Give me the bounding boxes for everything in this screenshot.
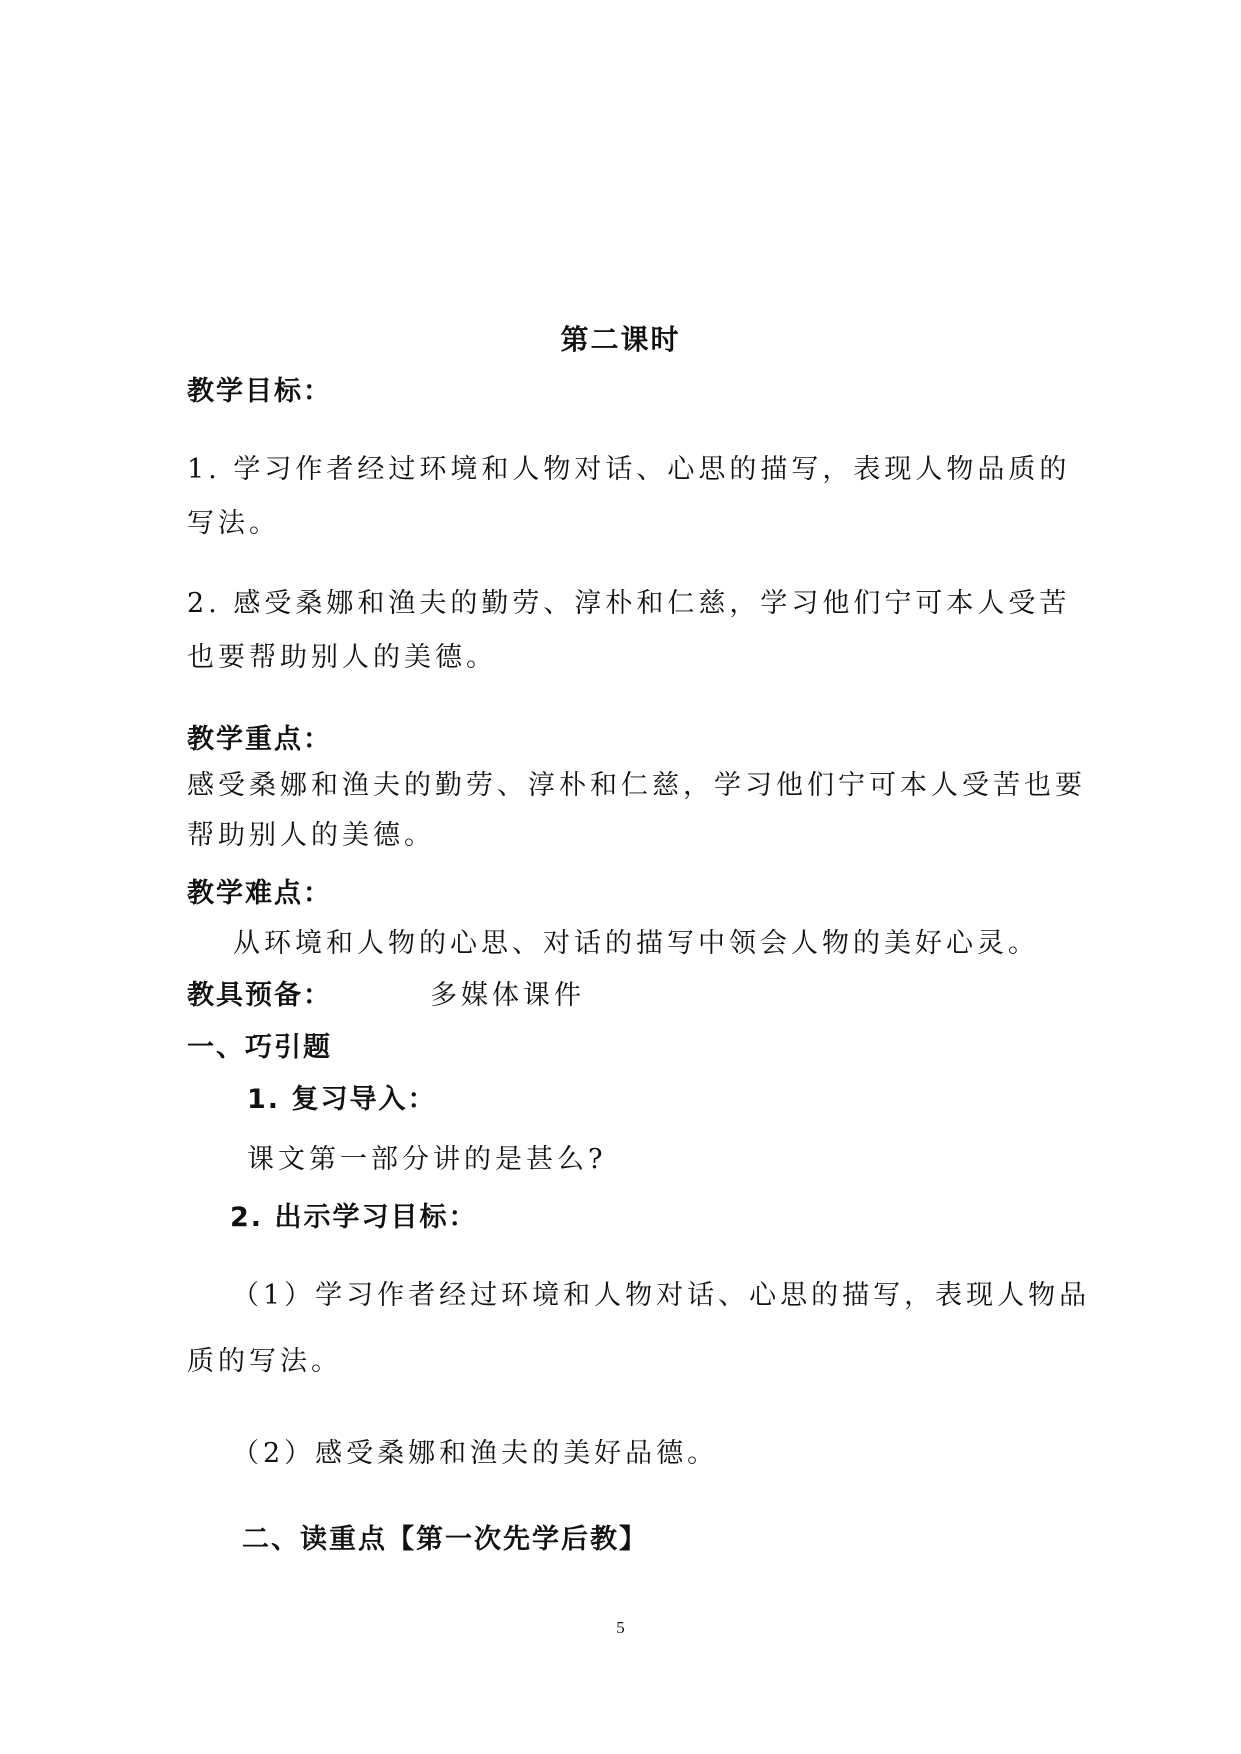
tools-heading: 教具预备： [187,980,332,1011]
key-point-heading: 教学重点： [187,724,332,755]
objective-2-line-2: 也要帮助别人的美德。 [187,642,497,673]
tools-text: 多媒体课件 [430,980,585,1011]
key-point-line-1: 感受桑娜和渔夫的勤劳、淳朴和仁慈，学习他们宁可本人受苦也要 [187,770,1086,801]
difficulty-heading: 教学难点： [187,878,332,909]
page-number: 5 [616,1618,625,1637]
lesson-title: 第二课时 [560,323,681,356]
objective-1-line-1: 1. 学习作者经过环境和人物对话、心思的描写，表现人物品质的 [187,454,1071,485]
section-1-step-1-text: 课文第一部分讲的是甚么? [247,1144,607,1175]
section-1-heading: 一、巧引题 [187,1032,332,1063]
objectives-heading: 教学目标： [187,376,332,407]
goal-1-line-1: （1）学习作者经过环境和人物对话、心思的描写，表现人物品 [232,1280,1091,1311]
goal-2: （2）感受桑娜和渔夫的美好品德。 [232,1438,719,1469]
difficulty-text: 从环境和人物的心思、对话的描写中领会人物的美好心灵。 [233,928,1039,959]
key-point-line-2: 帮助别人的美德。 [187,820,435,851]
objective-2-line-1: 2. 感受桑娜和渔夫的勤劳、淳朴和仁慈，学习他们宁可本人受苦 [187,588,1071,619]
goal-1-line-2: 质的写法。 [187,1346,342,1377]
section-1-step-1-heading: 1. 复习导入： [247,1084,437,1115]
section-1-step-2-heading: 2. 出示学习目标： [230,1202,478,1233]
section-2-heading: 二、读重点【第一次先学后教】 [242,1524,648,1555]
objective-1-line-2: 写法。 [187,508,280,539]
